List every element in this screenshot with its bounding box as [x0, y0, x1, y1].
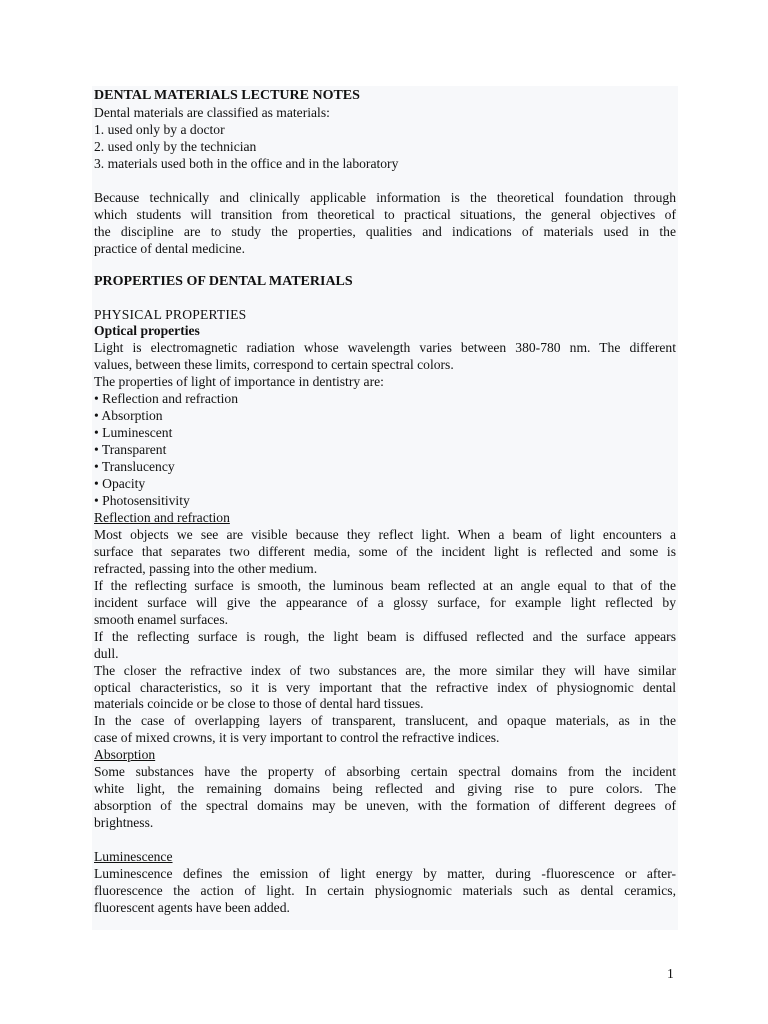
reflection-line: refracted, passing into the other medium.	[94, 560, 318, 576]
light-property-bullet: • Photosensitivity	[94, 493, 190, 509]
reflection-line: dull.	[94, 645, 119, 661]
objectives-line: Because technically and clinically applicable information is the theoretical foundation through	[94, 189, 676, 205]
light-property-bullet: • Opacity	[94, 476, 146, 492]
physical-properties-title: PHYSICAL PROPERTIES	[94, 306, 247, 322]
document-content	[94, 88, 676, 917]
luminescence-line: Luminescence defines the emission of light energy by matter, during -fluorescence or after-	[94, 866, 676, 882]
objectives-line: the discipline are to study the properties, qualities and indications of materials used in the	[94, 223, 676, 239]
absorption-line: brightness.	[94, 815, 154, 831]
reflection-line: In the case of overlapping layers of transparent, translucent, and opaque materials, as in the	[94, 713, 676, 729]
absorption-line: absorption of the spectral domains may be uneven, with the formation of different degrees of	[94, 798, 676, 814]
document-title: DENTAL MATERIALS LECTURE NOTES	[94, 88, 360, 103]
reflection-line: optical characteristics, so it is very important that the refractive index of physiognomic dental	[94, 679, 676, 695]
classification-item: 2. used only by the technician	[94, 138, 257, 154]
light-property-bullet: • Absorption	[94, 408, 163, 424]
reflection-line: materials coincide or be close to those of dental hard tissues.	[94, 696, 424, 712]
page-number: 1	[667, 966, 674, 981]
reflection-line: incident surface will give the appearance of a glossy surface, for example light reflected by	[94, 594, 676, 610]
light-property-bullet: • Translucency	[94, 459, 175, 475]
reflection-line: surface that separates two different media, some of the incident light is reflected and some is	[94, 543, 676, 559]
reflection-line: The closer the refractive index of two substances are, the more similar they will have similar	[94, 662, 676, 678]
reflection-line: If the reflecting surface is smooth, the luminous beam reflected at an angle equal to that of the	[94, 577, 676, 593]
absorption-line: white light, the remaining domains being reflected and giving rise to pure colors. The	[94, 781, 676, 797]
absorption-line: Some substances have the property of absorbing certain spectral domains from the incident	[94, 764, 676, 780]
classification-item: 3. materials used both in the office and in the laboratory	[94, 155, 399, 171]
luminescence-line: fluorescent agents have been added.	[94, 899, 290, 915]
luminescence-title: Luminescence	[94, 849, 173, 865]
paragraph-gap	[94, 173, 676, 190]
optical-properties-title: Optical properties	[94, 323, 200, 339]
reflection-line: case of mixed crowns, it is very important to control the refractive indices.	[94, 730, 500, 746]
reflection-line: smooth enamel surfaces.	[94, 611, 229, 627]
reflection-line: If the reflecting surface is rough, the light beam is diffused reflected and the surface appears	[94, 628, 676, 644]
light-property-bullet: • Transparent	[94, 442, 167, 458]
light-text-line: Light is electromagnetic radiation whose wavelength varies between 380-780 nm. The different	[94, 340, 676, 356]
properties-section-title: PROPERTIES OF DENTAL MATERIALS	[94, 273, 353, 289]
objectives-line: practice of dental medicine.	[94, 240, 245, 256]
objectives-line: which students will transition from theoretical to practical situations, the general objectives of	[94, 206, 676, 222]
light-text-line: The properties of light of importance in dentistry are:	[94, 374, 384, 390]
light-text-line: values, between these limits, correspond to certain spectral colors.	[94, 357, 454, 373]
classification-item: 1. used only by a doctor	[94, 121, 225, 137]
luminescence-line: fluorescence the action of light. In certain physiognomic materials such as dental ceramics,	[94, 882, 676, 898]
light-property-bullet: • Luminescent	[94, 425, 173, 441]
absorption-title: Absorption	[94, 747, 156, 763]
paragraph-gap	[94, 832, 676, 849]
light-property-bullet: • Reflection and refraction	[94, 391, 239, 407]
reflection-line: Most objects we see are visible because they reflect light. When a beam of light encounters a	[94, 526, 676, 542]
classification-text: Dental materials are classified as materials:	[94, 104, 330, 120]
reflection-refraction-title: Reflection and refraction	[94, 509, 230, 525]
